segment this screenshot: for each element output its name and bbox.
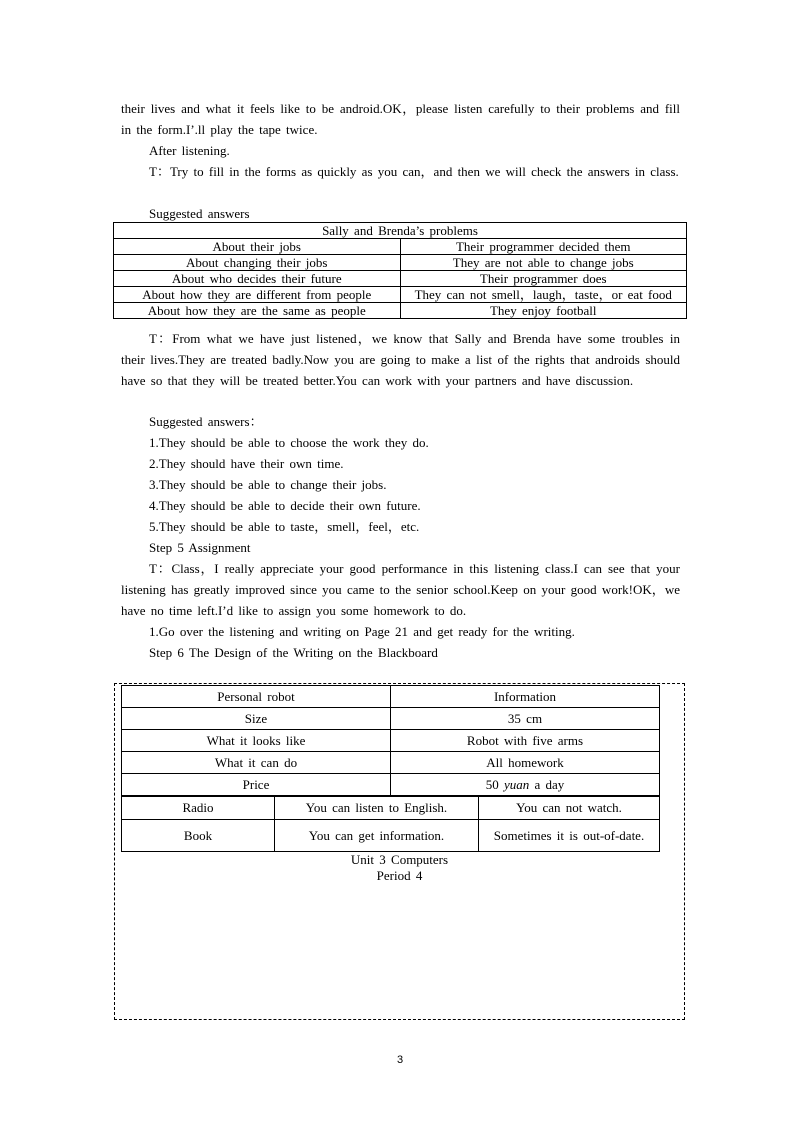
- after-listening-line: After listening.: [149, 143, 230, 158]
- suggested-answers-heading: Suggested answers: [149, 206, 250, 221]
- table-cell: Personal robot: [122, 686, 391, 708]
- table-row: [114, 303, 687, 319]
- paragraph-intro: their lives and what it feels like to be android.OK，please listen carefully to their problems and fill in the form.I’.ll play the tape twice.: [121, 101, 680, 137]
- unit-caption: Unit 3 Computers: [350, 852, 449, 867]
- step-6-heading: Step 6 The Design of the Writing on the Blackboard: [149, 645, 438, 660]
- table-cell: You can not watch.: [479, 797, 660, 820]
- step-5-heading: Step 5 Assignment: [149, 540, 251, 555]
- price-rest: a day: [534, 776, 565, 792]
- table-cell: 35 cm: [391, 708, 660, 730]
- table-cell: Sometimes it is out-of-date.: [479, 820, 660, 852]
- homework-line: 1.Go over the listening and writing on Page 21 and get ready for the writing.: [149, 624, 575, 639]
- table-cell: What it can do: [122, 752, 391, 774]
- table-row: [122, 774, 660, 796]
- table-cell: About how they are the same as people: [114, 303, 401, 319]
- table-cell: Their programmer does: [400, 271, 687, 287]
- table-row: [114, 255, 687, 271]
- paragraph-rights: T：From what we have just listened，we know that Sally and Brenda have some troubles in their lives.They are treated badly.Now you are going to make a list of the rights that androids should have so that they will be treated better.You can work with your partners and have discussion.: [121, 331, 680, 388]
- table-cell: They are not able to change jobs: [400, 255, 687, 271]
- page-number: 3: [396, 1054, 404, 1066]
- price-number: 50: [485, 776, 499, 792]
- list-item: 2.They should have their own time.: [149, 456, 344, 471]
- table-row: [122, 797, 660, 820]
- table-row: [122, 730, 660, 752]
- price-cell: [391, 774, 660, 796]
- table-cell: About who decides their future: [114, 271, 401, 287]
- list-item: 4.They should be able to decide their own future.: [149, 498, 421, 513]
- table-cell: Size: [122, 708, 391, 730]
- table-cell: What it looks like: [122, 730, 391, 752]
- robot-info-table: [121, 685, 660, 796]
- table-cell: Their programmer decided them: [400, 239, 687, 255]
- table-cell: You can get information.: [275, 820, 479, 852]
- table-cell: All homework: [391, 752, 660, 774]
- table-cell: Radio: [122, 797, 275, 820]
- table-cell: Information: [391, 686, 660, 708]
- table-row: [114, 271, 687, 287]
- price-unit: yuan: [503, 776, 530, 792]
- table-cell: You can listen to English.: [275, 797, 479, 820]
- table-row: [122, 752, 660, 774]
- problems-table: [113, 222, 687, 319]
- paragraph-assignment: T：Class，I really appreciate your good performance in this listening class.I can see that your listening has greatly improved since you came to the senior school.Keep on your good work!OK，we have no time left.I’d like to assign you some homework to do.: [121, 561, 680, 618]
- table-cell: They enjoy football: [400, 303, 687, 319]
- paragraph-instruction: T：Try to fill in the forms as quickly as you can，and then we will check the answers in class.: [149, 164, 679, 179]
- problems-table-header: Sally and Brenda’s problems: [114, 223, 687, 239]
- table-cell: Robot with five arms: [391, 730, 660, 752]
- list-item: 5.They should be able to taste，smell，feel，etc.: [149, 519, 420, 534]
- table-row: [122, 708, 660, 730]
- period-caption: Period 4: [376, 868, 423, 883]
- list-item: 3.They should be able to change their jobs.: [149, 477, 387, 492]
- table-row: [122, 686, 660, 708]
- table-cell: About how they are different from people: [114, 287, 401, 303]
- table-cell: They can not smell，laugh，taste，or eat food: [400, 287, 687, 303]
- table-cell: About their jobs: [114, 239, 401, 255]
- media-comparison-table: [121, 796, 660, 852]
- table-cell: About changing their jobs: [114, 255, 401, 271]
- table-row: [114, 287, 687, 303]
- table-row: [122, 820, 660, 852]
- table-row: [114, 239, 687, 255]
- list-item: 1.They should be able to choose the work they do.: [149, 435, 429, 450]
- table-cell: Price: [122, 774, 391, 796]
- suggested-answers-heading-2: Suggested answers：: [149, 414, 263, 429]
- table-cell: Book: [122, 820, 275, 852]
